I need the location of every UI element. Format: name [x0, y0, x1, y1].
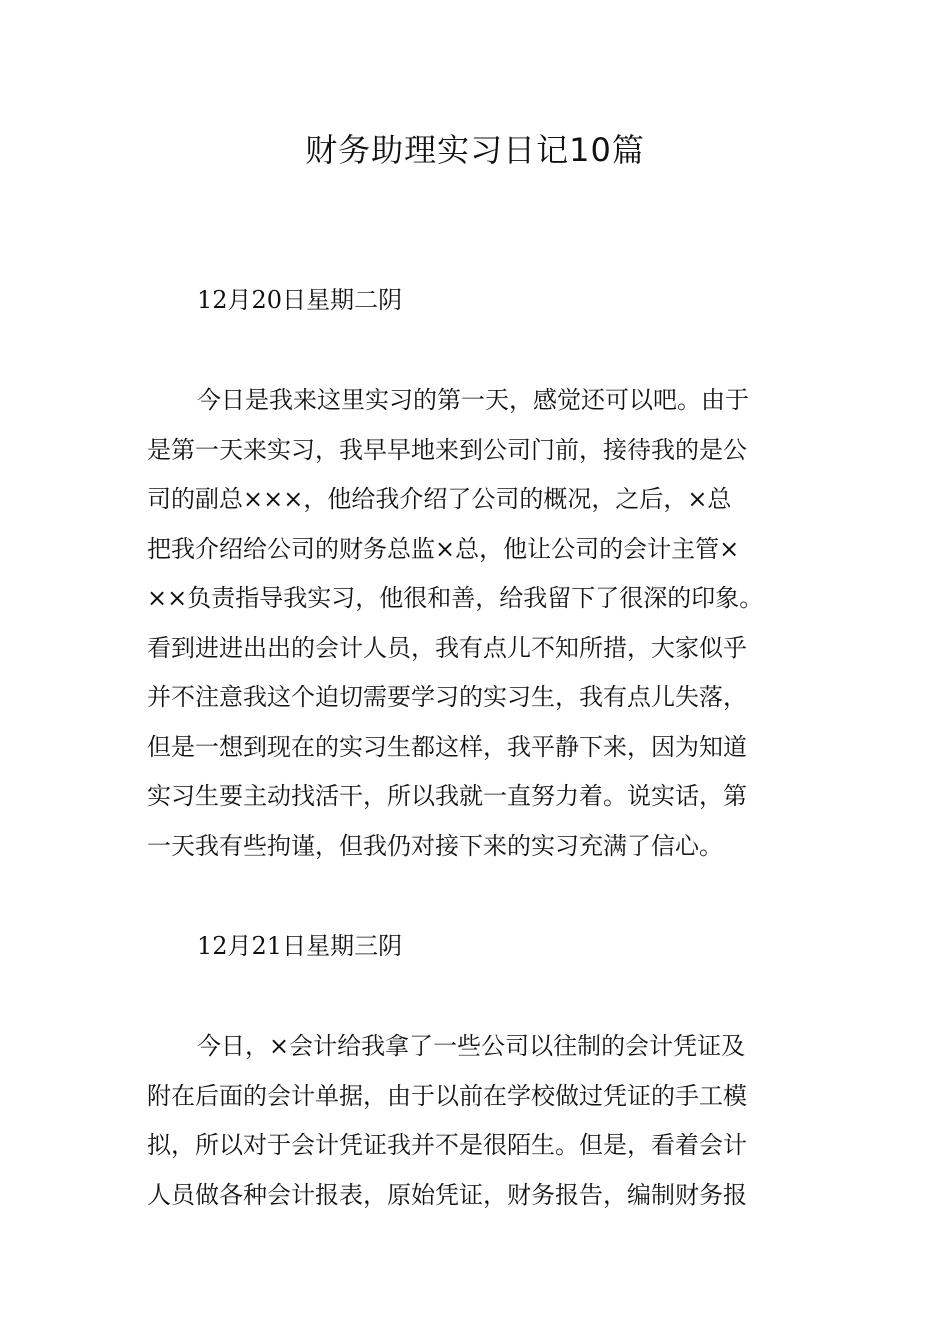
entry-paragraph-2 [147, 1022, 817, 1220]
paragraph-line: ××负责指导我实习，他很和善，给我留下了很深的印象。 [147, 584, 764, 612]
paragraph-line: 司的副总×××，他给我介绍了公司的概况，之后，×总 [147, 485, 732, 513]
entry-paragraph-1 [147, 376, 817, 871]
paragraph-line: 今日，×会计给我拿了一些公司以往制的会计凭证及 [197, 1032, 746, 1060]
document-title: 财务助理实习日记10篇 [305, 131, 645, 169]
paragraph-line: 但是一想到现在的实习生都这样，我平静下来，因为知道 [147, 732, 747, 761]
paragraph-line: 一天我有些拘谨，但我仍对接下来的实习充满了信心。 [147, 831, 723, 860]
paragraph-line: 看到进进出出的会计人员，我有点儿不知所措，大家似乎 [147, 633, 747, 662]
entry-date-1: 12月20日星期二阴 [197, 286, 403, 314]
paragraph-line: 附在后面的会计单据，由于以前在学校做过凭证的手工模 [147, 1081, 747, 1110]
paragraph-line: 实习生要主动找活干，所以我就一直努力着。说实话，第 [147, 782, 747, 810]
paragraph-line: 是第一天来实习，我早早地来到公司门前，接待我的是公 [147, 435, 747, 464]
entry-date-2: 12月21日星期三阴 [197, 932, 403, 960]
paragraph-line: 把我介绍给公司的财务总监×总，他让公司的会计主管× [147, 534, 740, 563]
paragraph-line: 拟，所以对于会计凭证我并不是很陌生。但是，看着会计 [147, 1131, 747, 1159]
paragraph-line: 今日是我来这里实习的第一天，感觉还可以吧。由于 [197, 386, 749, 414]
paragraph-line: 并不注意我这个迫切需要学习的实习生，我有点儿失落， [147, 683, 747, 711]
paragraph-line: 人员做各种会计报表，原始凭证，财务报告，编制财务报 [147, 1180, 747, 1209]
